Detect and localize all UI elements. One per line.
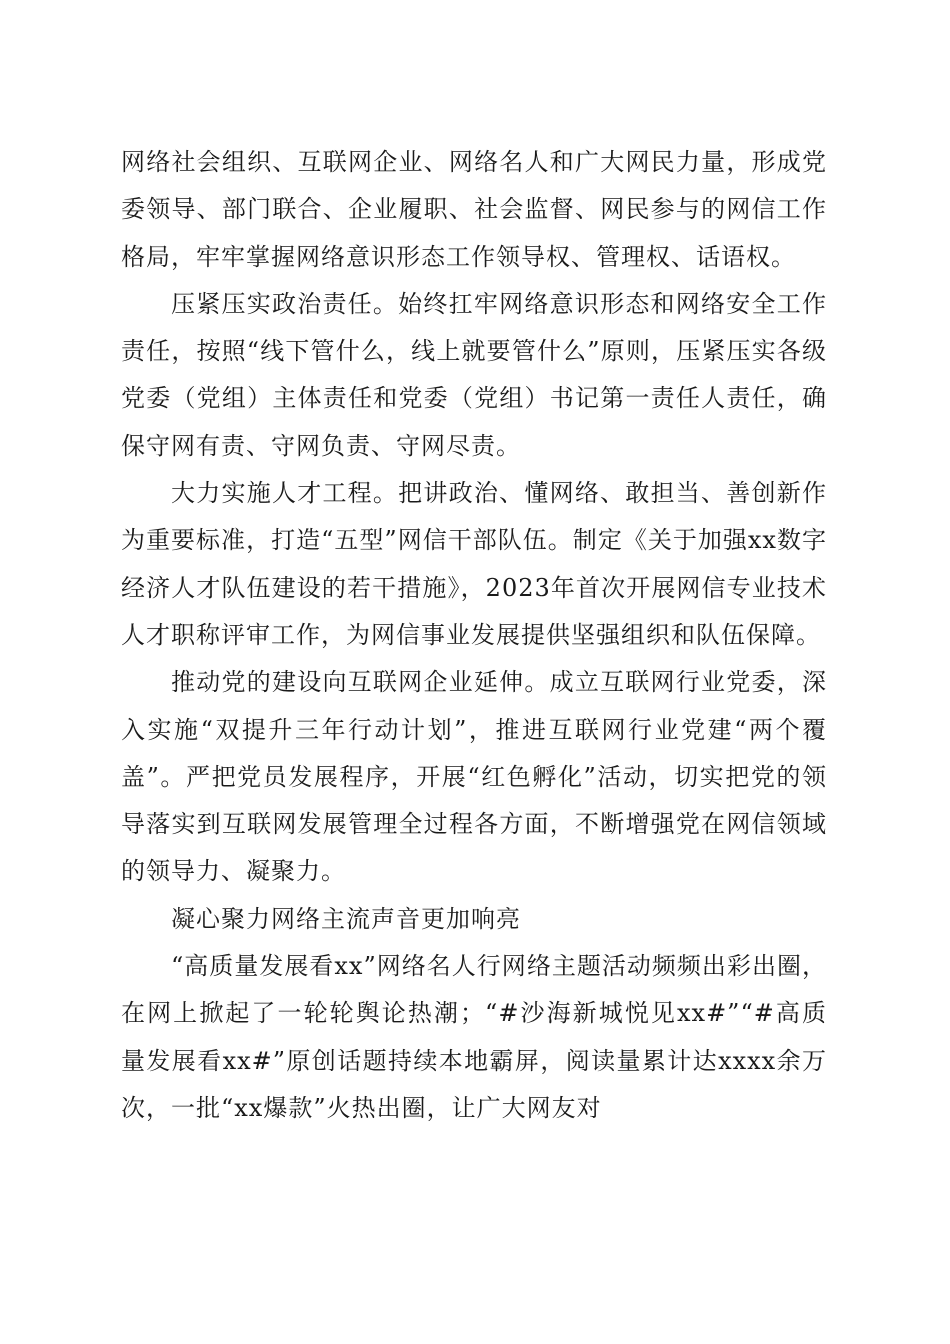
paragraph-3: 大力实施人才工程。把讲政治、懂网络、敢担当、善创新作为重要标准，打造“五型”网信干部队伍。制定《关于加强xx数字经济人才队伍建设的若干措施》，2023年首次开展网信专业技术人才职称评审工作，为网信事业发展提供坚强组织和队伍保障。 — [121, 479, 827, 649]
paragraph-2: 压紧压实政治责任。始终扛牢网络意识形态和网络安全工作责任，按照“线下管什么，线上就要管什么”原则，压紧压实各级党委（党组）主体责任和党委（党组）书记第一责任人责任，确保守网有责、守网负责、守网尽责。 — [121, 289, 827, 460]
document-body — [121, 139, 827, 1132]
section-heading: 凝心聚力网络主流声音更加响亮 — [171, 904, 521, 933]
paragraph-4: 推动党的建设向互联网企业延伸。成立互联网行业党委，深入实施“双提升三年行动计划”，推进互联网行业党建“两个覆盖”。严把党员发展程序，开展“红色孵化”活动，切实把党的领导落实到互联网发展管理全过程各方面，不断增强党在网信领域的领导力、凝聚力。 — [121, 668, 827, 886]
paragraph-1: 网络社会组织、互联网企业、网络名人和广大网民力量，形成党委领导、部门联合、企业履职、社会监督、网民参与的网信工作格局，牢牢掌握网络意识形态工作领导权、管理权、话语权。 — [121, 148, 827, 271]
paragraph-6: “高质量发展看xx”网络名人行网络主题活动频频出彩出圈，在网上掀起了一轮轮舆论热潮；“#沙海新城悦见xx#”“#高质量发展看xx#”原创话题持续本地霸屏，阅读量累计达xxxx余万次，一批“xx爆款”火热出圈，让广大网友对 — [121, 952, 827, 1122]
